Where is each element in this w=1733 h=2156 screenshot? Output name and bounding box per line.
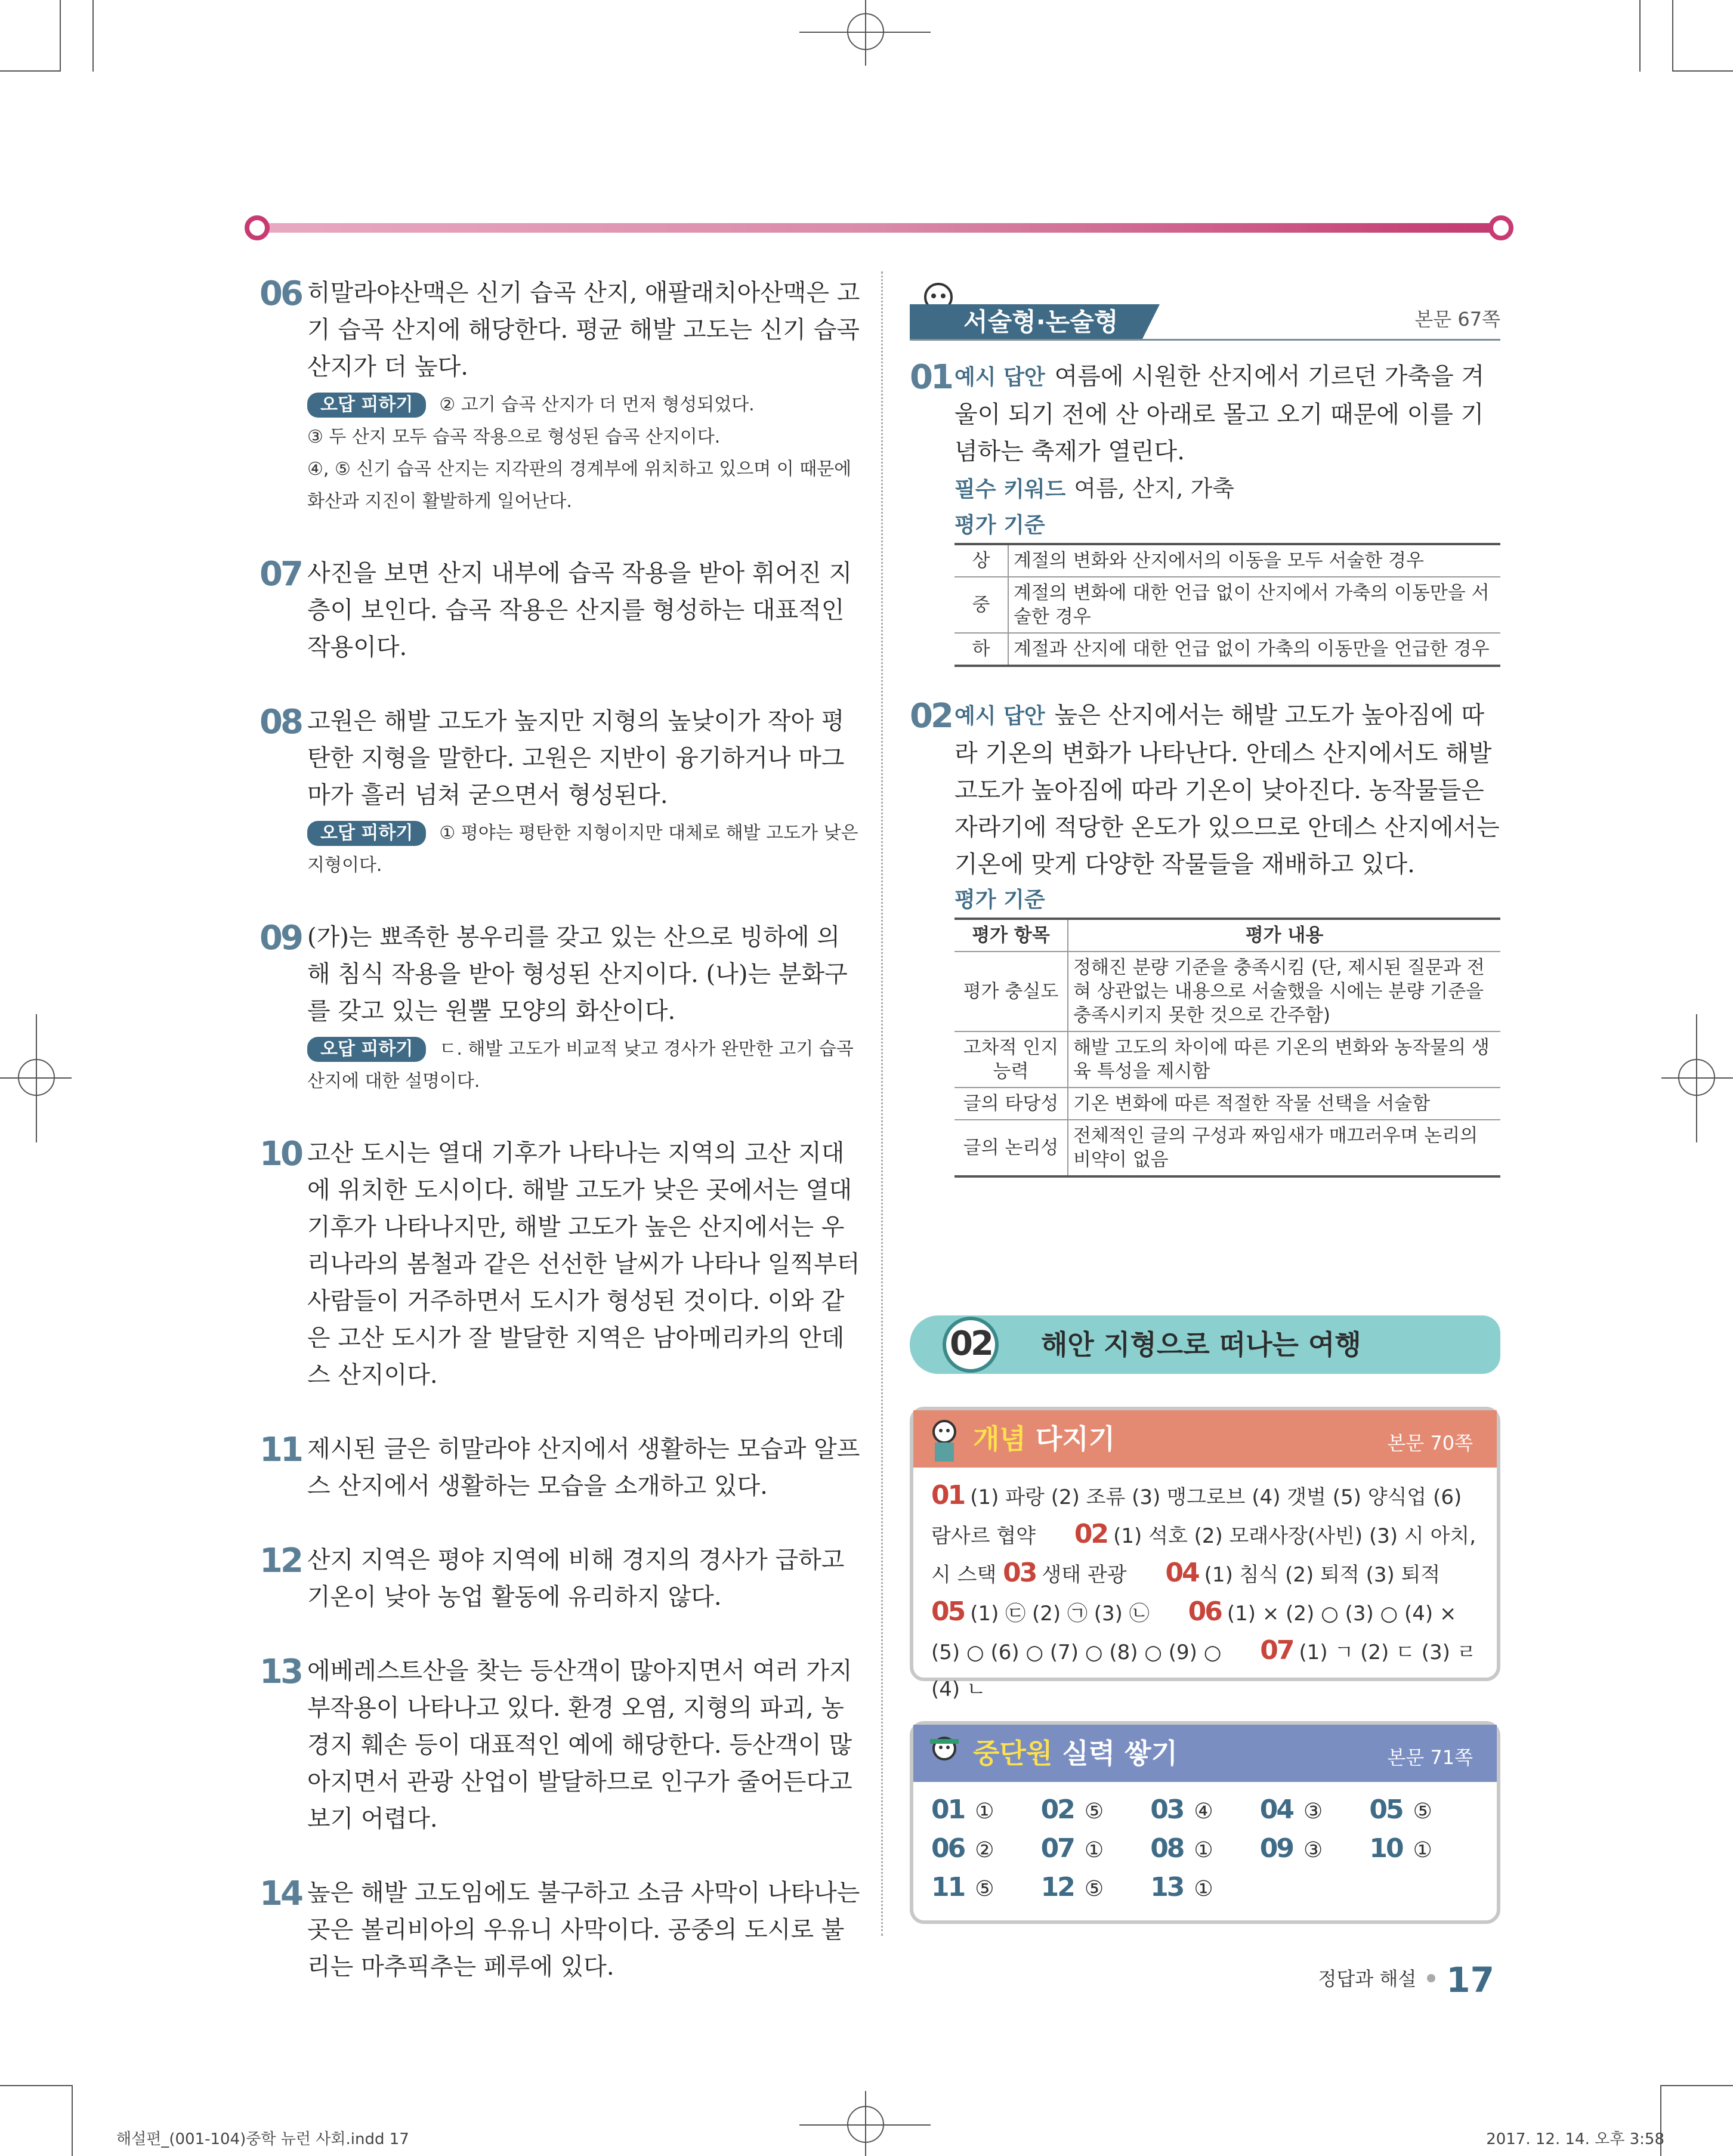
wrong-answer-badge: 오답 피하기	[307, 821, 426, 846]
answer-cell: 01 ①	[931, 1794, 994, 1825]
answer-cell: 04 ③	[1259, 1794, 1323, 1825]
table-header-row: 평가 항목 평가 내용	[954, 919, 1500, 952]
answer-cell: 06 ②	[931, 1833, 994, 1864]
criteria-title: 평가 기준	[954, 513, 1045, 538]
table-row: 고차적 인지 능력 해발 고도의 차이에 따른 기온의 변화와 농작물의 생육 특성을 제시함	[954, 1031, 1500, 1088]
page-reference: 본문 70쪽	[1387, 1432, 1473, 1454]
wrong-answer-note: 오답 피하기 ① 평야는 평탄한 지형이지만 대체로 해발 고도가 낮은 지형이다.	[307, 817, 862, 882]
answer-06	[260, 274, 862, 518]
table-row: 평가 충실도 정해진 분량 기준을 충족시킴 (단, 제시된 질문과 전혀 상관없는 내용으로 서술했을 시에는 분량 기준을 충족시키지 못한 것으로 간주함)	[954, 952, 1500, 1031]
explanation-text: 사진을 보면 산지 내부에 습곡 작용을 받아 휘어진 지층이 보인다. 습곡 작용은 산지를 형성하는 대표적인 작용이다.	[307, 560, 852, 661]
column-divider	[881, 271, 883, 1936]
registration-line	[1661, 1077, 1733, 1079]
registration-line	[36, 1014, 37, 1142]
concept-review-box	[910, 1407, 1500, 1701]
wrong-answer-badge: 오답 피하기	[307, 393, 426, 418]
crop-mark	[1639, 0, 1641, 72]
table-row: 상 계절의 변화와 산지에서의 이동을 모두 서술한 경우	[954, 544, 1500, 577]
crop-mark	[72, 2085, 73, 2156]
header-bar-dot-right	[1488, 215, 1513, 240]
explanation-text: 산지 지역은 평야 지역에 비해 경지의 경사가 급하고 기온이 낮아 농업 활동에 유리하지 않다.	[307, 1546, 845, 1611]
midunit-box-header	[913, 1725, 1497, 1782]
criteria-title: 평가 기준	[954, 888, 1045, 912]
table-row: 중 계절의 변화에 대한 언급 없이 산지에서 가축의 이동만을 서술한 경우	[954, 577, 1500, 633]
answer-cell: 07 ①	[1040, 1833, 1104, 1864]
crop-mark	[1672, 0, 1673, 72]
crop-mark	[0, 2085, 72, 2086]
explanation-text: 에베레스트산을 찾는 등산객이 많아지면서 여러 가지 부작용이 나타나고 있다. 환경 오염, 지형의 파괴, 농경지 훼손 등이 대표적인 예에 해당한다. 등산객이 많아지면서 관광 산업이 발달하므로 인구가 줄어든다고 보기 어렵다.	[307, 1657, 852, 1833]
crop-mark	[92, 0, 94, 72]
essay-section-title: 서술형·논술형	[910, 304, 1142, 340]
midunit-answer-grid	[913, 1782, 1497, 1920]
question-number: 01	[910, 358, 952, 397]
wrong-answer-badge: 오답 피하기	[307, 1037, 426, 1062]
question-number: 07	[260, 555, 301, 594]
answer-cell: 03 ④	[1150, 1794, 1213, 1825]
section-underline	[910, 339, 1500, 341]
question-number: 14	[260, 1874, 301, 1913]
page-footer	[1318, 1960, 1494, 2000]
crop-mark	[0, 70, 60, 72]
answer-cell: 12 ⑤	[1040, 1872, 1104, 1902]
example-answer: 예시 답안 높은 산지에서는 해발 고도가 높아짐에 따라 기온의 변화가 나타난다. 안데스 산지에서도 해발 고도가 높아짐에 따라 기온이 낮아진다. 농작물들은 자라기에 적당한 온도가 있으므로 안데스 산지에서는 기온에 맞게 다양한 작물들을 재배하고 있다.	[954, 702, 1500, 878]
header-bar-dot-left	[245, 215, 270, 240]
explanation-text: 히말라야산맥은 신기 습곡 산지, 애팔래치아산맥은 고기 습곡 산지에 해당한다. 평균 해발 고도는 신기 습곡 산지가 더 높다.	[307, 279, 860, 381]
explanation-text: 고산 도시는 열대 기후가 나타나는 지역의 고산 지대에 위치한 도시이다. 해발 고도가 낮은 곳에서는 열대 기후가 나타나지만, 해발 고도가 높은 산지에서는 우리나라의 봄철과 같은 선선한 날씨가 나타나 일찍부터 사람들이 거주하면서 도시가 형성된 것이다. 이와 같은 고산 도시가 잘 발달한 지역은 남아메리카의 안데스 산지이다.	[307, 1139, 860, 1389]
page-reference: 본문 71쪽	[1387, 1746, 1473, 1769]
answer-12	[260, 1542, 862, 1616]
question-number: 13	[260, 1652, 301, 1691]
print-slug-date: 2017. 12. 14. 오후 3:58	[1486, 2130, 1664, 2148]
required-keywords: 필수 키워드 여름, 산지, 가축	[954, 475, 1234, 502]
left-answer-column	[260, 274, 862, 2022]
print-slug-file: 해설편_(001-104)중학 뉴런 사회.indd 17	[116, 2130, 409, 2148]
table-row: 글의 논리성 전체적인 글의 구성과 짜임새가 매끄러우며 논리의 비약이 없음	[954, 1120, 1500, 1176]
question-number: 06	[260, 274, 301, 313]
concept-box-header	[913, 1410, 1497, 1468]
essay-answer-02	[910, 697, 1500, 1178]
answer-09	[260, 919, 862, 1098]
question-number: 08	[260, 703, 301, 742]
chapter-banner	[910, 1315, 1500, 1374]
footer-label: 정답과 해설	[1318, 1967, 1417, 1990]
crop-mark	[1661, 2085, 1733, 2086]
criteria-table	[954, 918, 1500, 1178]
answer-cell: 13 ①	[1150, 1872, 1213, 1902]
explanation-text: (가)는 뾰족한 봉우리를 갖고 있는 산으로 빙하에 의해 침식 작용을 받아 형성된 산지이다. (나)는 분화구를 갖고 있는 원뿔 모양의 화산이다.	[307, 923, 848, 1025]
answer-07	[260, 555, 862, 666]
header-decorative-bar	[251, 223, 1510, 233]
wrong-answer-note: 오답 피하기 ② 고기 습곡 산지가 더 먼저 형성되었다. ③ 두 산지 모두 습곡 작용으로 형성된 습곡 산지이다. ④, ⑤ 신기 습곡 산지는 지각판의 경계부에 위치하고 있으며 이 때문에 화산과 지진이 활발하게 일어난다.	[307, 389, 862, 518]
chapter-number: 02	[943, 1317, 999, 1373]
midunit-box-title: 중단원 실력 쌓기	[973, 1737, 1178, 1769]
answer-13	[260, 1652, 862, 1837]
page-number: 17	[1446, 1960, 1494, 2000]
crop-mark	[1673, 70, 1733, 72]
answer-08	[260, 703, 862, 882]
table-row: 글의 타당성 기온 변화에 따른 적절한 작물 선택을 서술함	[954, 1088, 1500, 1120]
footer-dot	[1427, 1974, 1435, 1982]
registration-line	[865, 2091, 866, 2156]
answer-cell: 09 ③	[1259, 1833, 1323, 1864]
explanation-text: 고원은 해발 고도가 높지만 지형의 높낮이가 작아 평탄한 지형을 말한다. 고원은 지반이 융기하거나 마그마가 흘러 넘쳐 굳으면서 형성된다.	[307, 708, 845, 809]
essay-answer-01	[910, 358, 1500, 667]
answer-cell: 11 ⑤	[931, 1872, 994, 1902]
wrong-answer-note: 오답 피하기 ㄷ. 해발 고도가 비교적 낮고 경사가 완만한 고기 습곡 산지에 대한 설명이다.	[307, 1033, 862, 1098]
chapter-title: 해안 지형으로 떠나는 여행	[1041, 1329, 1361, 1361]
question-number: 12	[260, 1542, 301, 1580]
example-answer: 예시 답안 여름에 시원한 산지에서 기르던 가축을 겨울이 되기 전에 산 아래로 몰고 오기 때문에 이를 기념하는 축제가 열린다.	[954, 363, 1485, 465]
right-answer-column	[910, 280, 1500, 1178]
question-number: 09	[260, 919, 301, 957]
explanation-text: 제시된 글은 히말라야 산지에서 생활하는 모습과 알프스 산지에서 생활하는 모습을 소개하고 있다.	[307, 1435, 860, 1500]
answer-cell: 05 ⑤	[1369, 1794, 1432, 1825]
answer-10	[260, 1135, 862, 1394]
essay-section-header	[910, 280, 1500, 340]
concept-box-title: 개념 다지기	[973, 1423, 1116, 1455]
question-number: 11	[260, 1431, 301, 1469]
page-reference: 본문 67쪽	[1414, 308, 1500, 330]
answer-11	[260, 1431, 862, 1505]
answer-cell: 08 ①	[1150, 1833, 1213, 1864]
table-row: 하 계절과 산지에 대한 언급 없이 가축의 이동만을 언급한 경우	[954, 633, 1500, 666]
criteria-table	[954, 543, 1500, 667]
answer-cell: 02 ⑤	[1040, 1794, 1104, 1825]
registration-line	[865, 0, 866, 66]
crop-mark	[60, 0, 61, 72]
registration-line	[1696, 1014, 1697, 1142]
question-number: 02	[910, 697, 952, 736]
answer-14	[260, 1874, 862, 1985]
mascot-icon	[924, 1416, 966, 1464]
answer-cell: 10 ①	[1369, 1833, 1432, 1864]
mascot-icon	[924, 1731, 966, 1778]
concept-answers: 01 (1) 파랑 (2) 조류 (3) 맹그로브 (4) 갯벌 (5) 양식업 (6) 람사르 협약 02 (1) 석호 (2) 모래사장(사빈) (3) 시 아치, 시 스택 03 생태 관광 04 (1) 침식 (2) 퇴적 (3) 퇴적 05 (1) ㉢ (2) ㉠ (3) ㉡ 06 (1) × (2) ○ (3) ○ (4) × (5) ○ (6) ○ (7) ○ (8) ○ (9) ○ 07 (1) ㄱ (2) ㄷ (3) ㄹ (4) ㄴ	[931, 1480, 1476, 1701]
explanation-text: 높은 해발 고도임에도 불구하고 소금 사막이 나타나는 곳은 볼리비아의 우유니 사막이다. 공중의 도시로 불리는 마추픽추는 페루에 있다.	[307, 1879, 860, 1981]
question-number: 10	[260, 1135, 301, 1173]
midunit-review-box	[910, 1721, 1500, 1924]
